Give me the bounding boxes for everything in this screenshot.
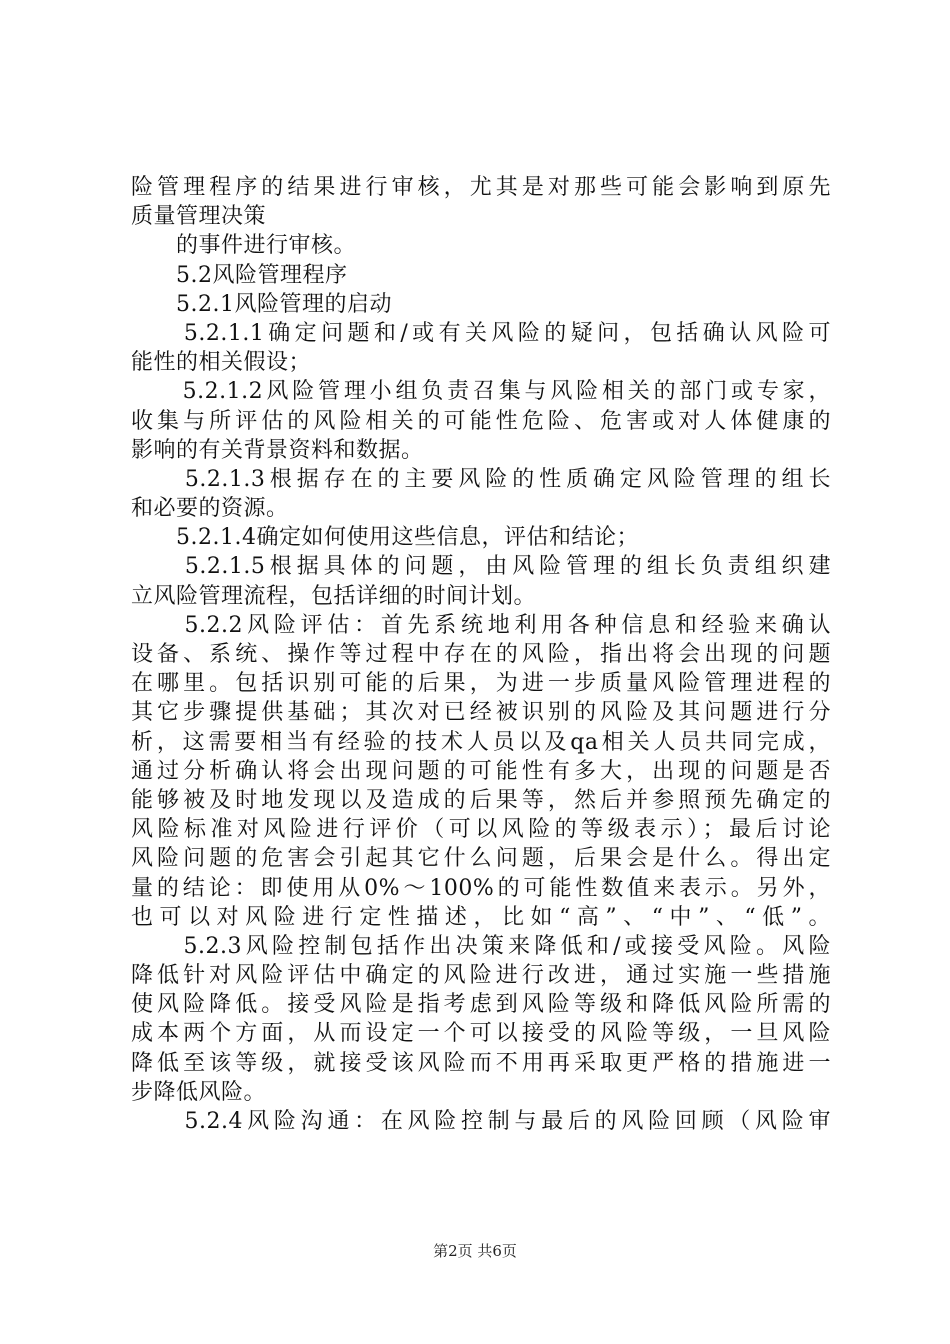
text-line: 5.2.3风险控制包括作出决策来降低和/或接受风险。风险	[131, 933, 831, 959]
text-line: 立风险管理流程，包括详细的时间计划。	[131, 583, 537, 609]
text-line: 其它步骤提供基础；其次对已经被识别的风险及其问题进行分	[131, 700, 831, 726]
text-line: 能够被及时地发现以及造成的后果等，然后并参照预先确定的	[131, 787, 831, 813]
text-line: 5.2.1.2风险管理小组负责召集与风险相关的部门或专家，	[131, 379, 831, 405]
text-line: 设备、系统、操作等过程中存在的风险，指出将会出现的问题	[131, 642, 831, 667]
text-line: 量的结论：即使用从0%～100%的可能性数值来表示。另外，	[131, 875, 831, 901]
text-line: 5.2.1.1确定问题和/或有关风险的疑问，包括确认风险可	[131, 320, 831, 346]
text-line: 质量管理决策	[131, 204, 267, 230]
text-line: 风险问题的危害会引起其它什么问题，后果会是什么。得出定	[131, 846, 831, 872]
text-line: 5.2.4风险沟通：在风险控制与最后的风险回顾（风险审	[131, 1109, 831, 1134]
text-line: 5.2.2风险评估：首先系统地利用各种信息和经验来确认	[131, 612, 831, 638]
text-line: 5.2.1.3根据存在的主要风险的性质确定风险管理的组长	[131, 466, 831, 492]
text-line: 成本两个方面，从而设定一个可以接受的风险等级，一旦风险	[131, 1021, 831, 1047]
text-line: 的事件进行审核。	[131, 233, 357, 259]
text-line: 步降低风险。	[131, 1079, 267, 1105]
page-footer: 第2页 共6页	[433, 1242, 517, 1260]
text-line: 在哪里。包括识别可能的后果，为进一步质量风险管理进程的	[131, 671, 831, 697]
text-line: 使风险降低。接受风险是指考虑到风险等级和降低风险所需的	[131, 992, 831, 1018]
text-line: 5.2.1.5根据具体的问题，由风险管理的组长负责组织建	[131, 554, 831, 580]
text-line: 影响的有关背景资料和数据。	[131, 437, 424, 463]
text-line: 和必要的资源。	[131, 496, 289, 522]
text-line: 能性的相关假设；	[131, 350, 312, 376]
text-line: 风险标准对风险进行评价（可以风险的等级表示）；最后讨论	[131, 817, 831, 843]
text-line: 析，这需要相当有经验的技术人员以及qa相关人员共同完成，	[131, 729, 831, 755]
section-heading: 5.2风险管理程序	[131, 262, 348, 288]
text-line: 险管理程序的结果进行审核，尤其是对那些可能会影响到原先	[131, 175, 831, 200]
text-line: 通过分析确认将会出现问题的可能性有多大，出现的问题是否	[131, 758, 831, 784]
subsection-heading: 5.2.1风险管理的启动	[131, 291, 392, 317]
document-body	[131, 173, 831, 1136]
text-line: 也可以对风险进行定性描述，比如“高”、“中”、“低”。	[131, 904, 831, 930]
text-line: 降低至该等级，就接受该风险而不用再采取更严格的措施进一	[131, 1050, 831, 1076]
text-line: 5.2.1.4确定如何使用这些信息，评估和结论；	[131, 525, 639, 551]
text-line: 降低针对风险评估中确定的风险进行改进，通过实施一些措施	[131, 963, 831, 989]
text-line: 收集与所评估的风险相关的可能性危险、危害或对人体健康的	[131, 408, 831, 434]
